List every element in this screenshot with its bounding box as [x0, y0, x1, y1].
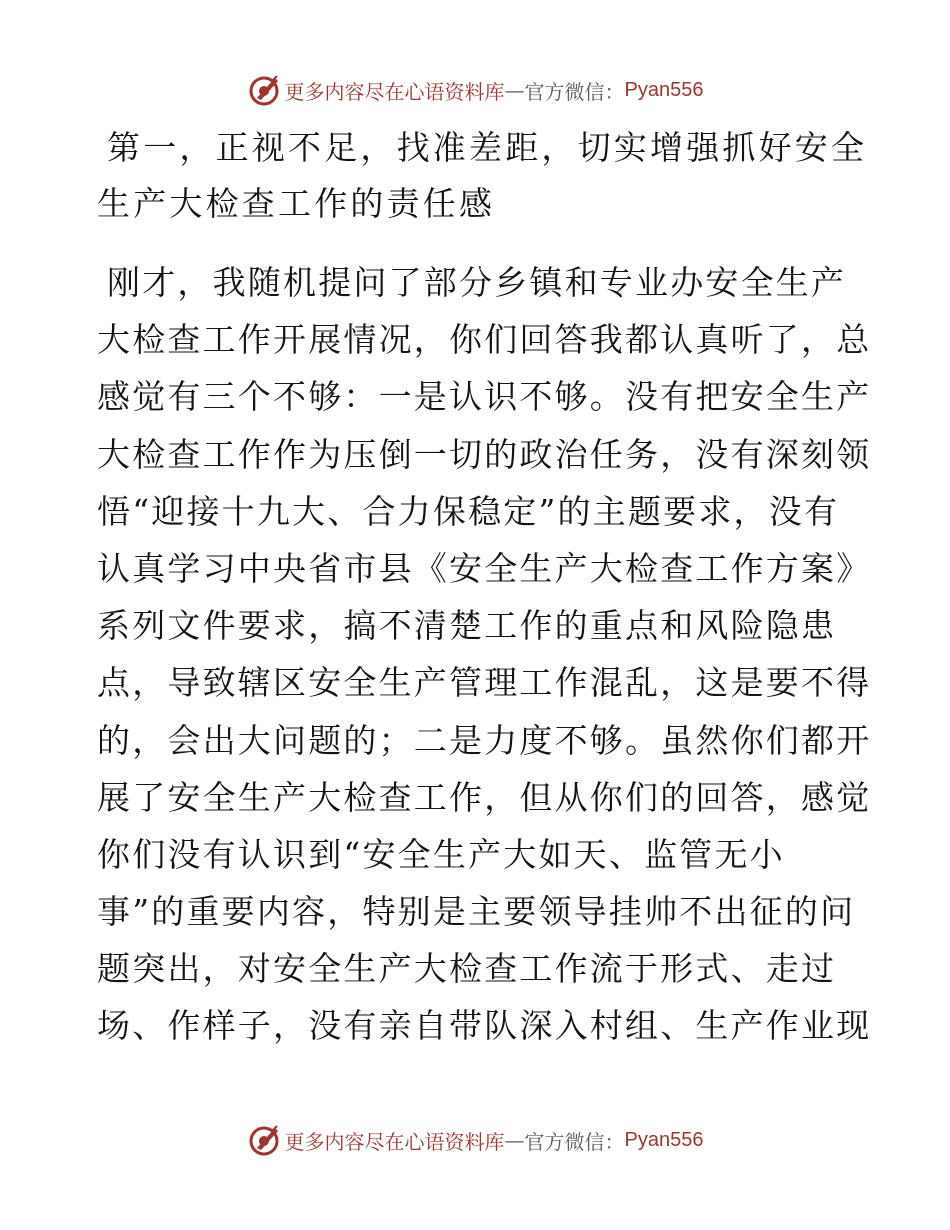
- paragraph-line: 刚才，我随机提问了部分乡镇和专业办安全生产: [107, 263, 847, 302]
- quill-pen-logo-icon: [247, 73, 281, 107]
- paragraph-line: 的，会出大问题的；二是力度不够。虽然你们都开: [97, 720, 872, 760]
- body-paragraph: [97, 254, 872, 1055]
- paragraph-line: 题突出，对安全生产大检查工作流于形式、走过: [97, 949, 837, 989]
- section-heading: [97, 120, 868, 232]
- banner-dash: —: [504, 78, 525, 102]
- banner-slogan: 更多内容尽在心语资料库: [284, 79, 505, 104]
- heading-line: 第一，正视不足，找准差距，切实增强抓好安全: [107, 128, 868, 167]
- paragraph-line: 场、作样子，没有亲自带队深入村组、生产作业现: [97, 1006, 872, 1046]
- banner-wechat-label: 官方微信：: [524, 79, 625, 104]
- paragraph-line: 大检查工作开展情况，你们回答我都认真听了，总: [97, 320, 872, 360]
- paragraph-line: 点，导致辖区安全生产管理工作混乱，这是要不得: [97, 663, 872, 703]
- paragraph-line: 感觉有三个不够：一是认识不够。没有把安全生产: [97, 377, 872, 417]
- document-body: [97, 120, 872, 1055]
- banner-wechat-id: Pyan556: [624, 1128, 704, 1151]
- header-banner: [0, 70, 950, 110]
- paragraph-line: 大检查工作作为压倒一切的政治任务，没有深刻领: [97, 434, 872, 474]
- paragraph-line: 系列文件要求，搞不清楚工作的重点和风险隐患: [97, 606, 837, 646]
- paragraph-line: 展了安全生产大检查工作，但从你们的回答，感觉: [97, 777, 872, 817]
- banner-wechat-label: 官方微信：: [524, 1129, 625, 1154]
- quill-pen-logo-icon: [247, 1123, 281, 1157]
- paragraph-line: 你们没有认识到“安全生产大如天、监管无小: [97, 834, 785, 874]
- banner-dash: —: [504, 1128, 525, 1152]
- footer-banner: [0, 1120, 950, 1160]
- banner-wechat-id: Pyan556: [624, 78, 704, 101]
- banner-slogan: 更多内容尽在心语资料库: [284, 1129, 505, 1154]
- paragraph-line: 悟“迎接十九大、合力保稳定”的主题要求，没有: [97, 491, 840, 531]
- heading-line: 生产大检查工作的责任感: [97, 184, 496, 223]
- paragraph-line: 认真学习中央省市县《安全生产大检查工作方案》: [97, 548, 872, 588]
- paragraph-line: 事”的重要内容，特别是主要领导挂帅不出征的问: [97, 892, 856, 932]
